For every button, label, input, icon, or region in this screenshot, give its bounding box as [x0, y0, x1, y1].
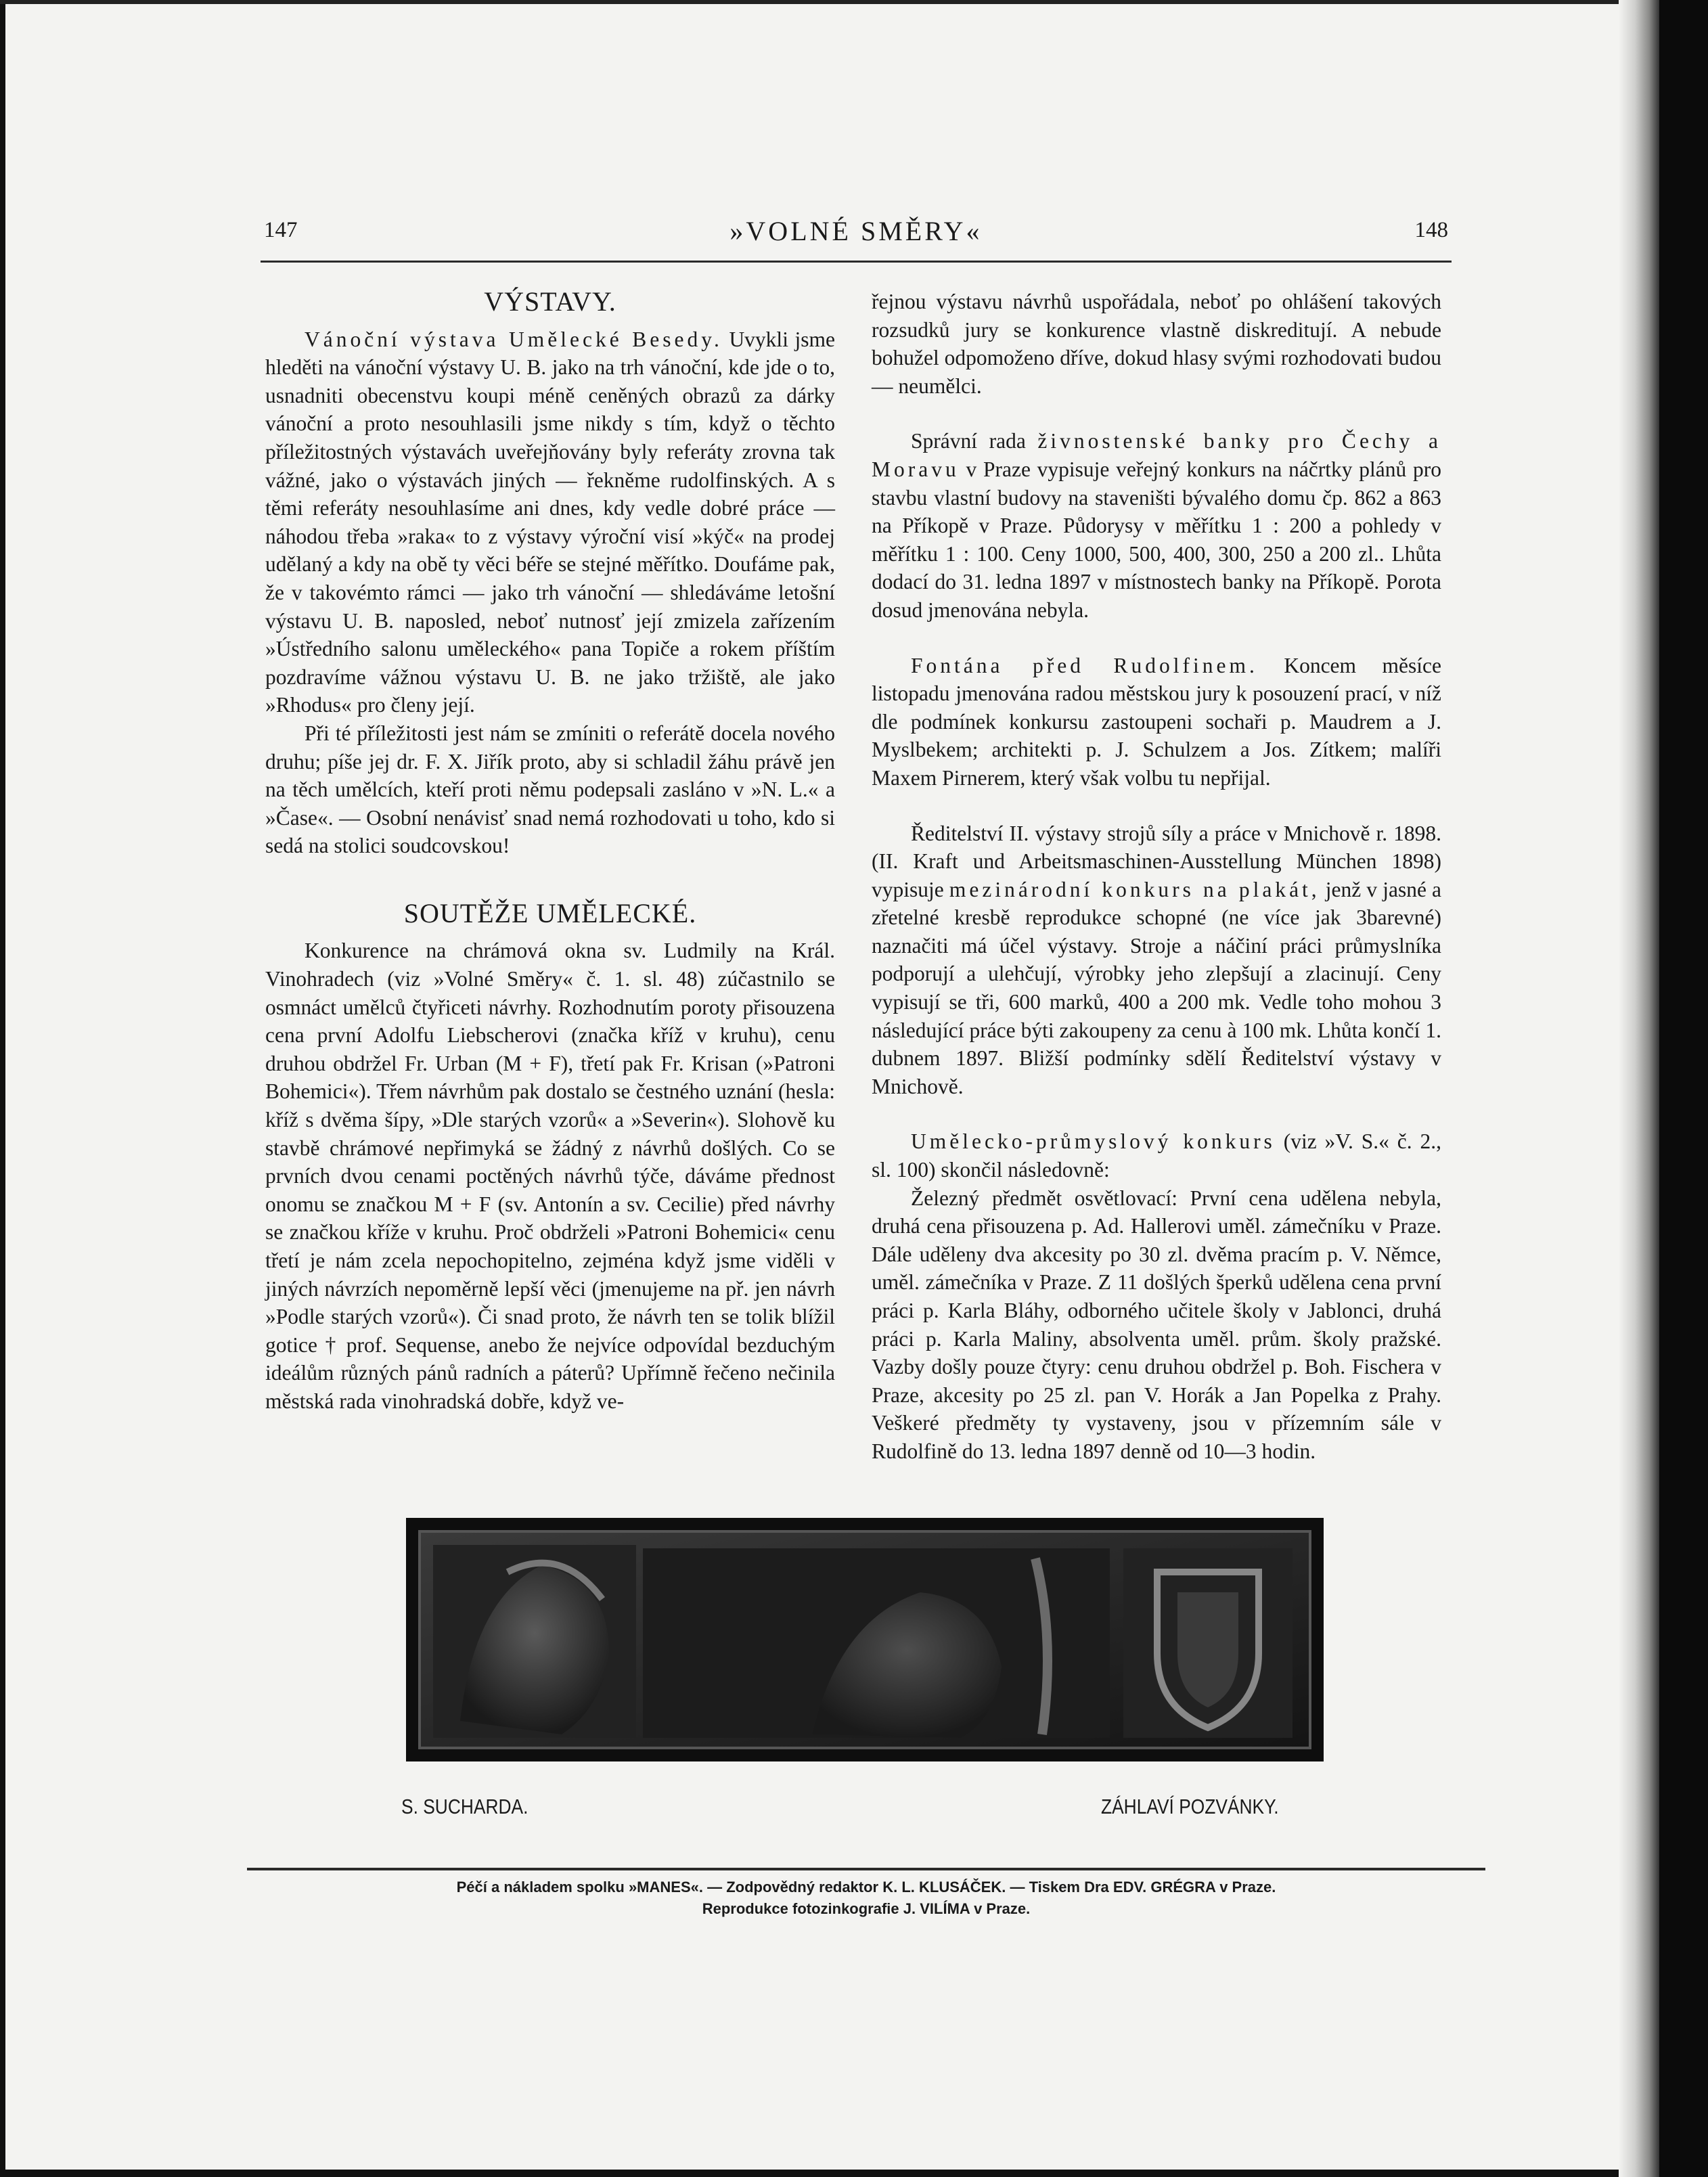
- paragraph-lead: Umělecko-průmyslový konkurs: [911, 1129, 1276, 1154]
- paragraph: [872, 288, 1441, 400]
- paragraph-text: řejnou výstavu návrhů uspořádala, neboť po ohlášení takových rozsudků jury se konkurence vlastně diskreditují. A nebude bohužel odpomoženo dříve, dokud hlasy svými rozhodovati budou — neumělci.: [872, 290, 1441, 398]
- paragraph: [265, 719, 835, 860]
- scan-border-right: [1659, 0, 1708, 2177]
- paragraph-lead: mezinárodní konkurs na plakát,: [949, 877, 1320, 901]
- paragraph-text: Konkurence na chrámová okna sv. Ludmily na Král. Vinohradech (viz »Volné Směry« č. 1. sl. 48) zúčastnilo se osmnáct umělců čtyřiceti návrhy. Rozhodnutím poroty přisouzena cena první Adolfu Liebscherovi (značka kříž v kruhu), cenu druhou obdržel Fr. Urban (M + F), třetí pak Fr. Krisan (»Patroni Bohemici«). Třem návrhům pak dostalo se čestného uznání (hesla: kříž s dvěma šípy, »Dle starých vzorů« a »Severin«). Slohově ku stavbě chrámové nepřimyká se žádný z návrhů došlých. Co se prvních dvou cenami poctěných návrhů týče, dáváme přednost onomu se značkou M + F (sv. Antonín a sv. Cecilie) před návrhy se značkou kříže v kruhu. Proč obdrželi »Patroni Bohemici« cenu třetí je nám zcela nepochopitelno, zejména když jsme viděli v jiných návrzích nepoměrně lepší věci (jmenujeme na př. jen návrh »Podle starých vzorů«). Či snad proto, že návrh ten se tolik blížil gotice † prof. Sequense, anebo že nejvíce odpovídal bezduchým ideálům různých pánů radních a páterů? Upřímně řečeno nečinila městská rada vinohradská dobře, když ve-: [265, 939, 835, 1413]
- section-heading-souteze: SOUTĚŽE UMĚLECKÉ.: [403, 897, 697, 928]
- paragraph: [265, 937, 835, 1415]
- header-rule: [261, 261, 1452, 263]
- paragraph: [872, 1127, 1441, 1184]
- imprint-line-1: Péčí a nákladem spolku »MANES«. — Zodpovědný redaktor K. L. KLUSÁČEK. — Tiskem Dra EDV. GRÉGRA v Praze.: [456, 1879, 1276, 1895]
- paragraph: [872, 820, 1441, 1101]
- paragraph-prefix: Ředitelství II. výstavy strojů síly a práce v Mnichově r. 1898. (II. Kraft und Arbeitsmaschinen-Ausstellung München 1898) vypisuje: [872, 821, 1441, 901]
- paragraph: [265, 326, 835, 719]
- footer-rule: [247, 1868, 1485, 1870]
- paragraph-text: v Praze vypisuje veřejný konkurs na náčrtky plánů pro stavbu vlastní budovy na staveništi bývalého domu čp. 862 a 863 na Příkopě v Praze. Půdorysy v měřítku 1 : 200 a pohledy v měřítku 1 : 100. Ceny 1000, 500, 400, 300, 250 a 200 zl.. Lhůta dodací do 31. ledna 1897 v místnostech banky na Příkopě. Porota dosud jmenována nebyla.: [872, 457, 1441, 622]
- paragraph: [872, 1184, 1441, 1466]
- journal-title: »VOLNÉ SMĚRY«: [729, 216, 983, 246]
- paragraph-text: jenž v jasné a zřetelné kresbě reprodukce schopné (ne více jak 3barevné) naznačiti má účel výstavy. Stroje a náčiní práci průmyslníka podporují a ulehčují, výrobky jeho zlepšují a zlacinují. Ceny vypisují se tři, 600 marků, 400 a 200 mk. Vedle toho mohou 3 následující práce býti zakoupeny za cenu à 100 mk. Lhůta končí 1. dubnem 1897. Bližší podmínky sdělí Ředitelství výstavy v Mnichově.: [872, 877, 1442, 1098]
- paragraph-prefix: Správní rada: [911, 429, 1038, 453]
- caption-artist: S. SUCHARDA.: [401, 1795, 529, 1818]
- paragraph-lead: Vánoční výstava Umělecké Besedy.: [305, 327, 723, 351]
- paragraph-text: (viz »V. S.« č. 2., sl. 100) skončil následovně:: [872, 1129, 1442, 1182]
- paragraph-text: Uvykli jsme hleděti na vánoční výstavy U. B. jako na trh vánoční, kde jde o to, usnadniti obecenstvu koupi méně ceněných obrazů za dárky vánoční a proto nesouhlasili jsme nikdy s tím, když o těchto příležitostných výstavách uveřejňovány byly referáty zrovna tak vážné, jako o výstavách jiných — řekněme rudolfinských. A s těmi referáty nesouhlasíme ani dnes, kdy vedle dobré práce — náhodou třeba »raka« to z výstavy výroční visí »kýč« na prodej udělaný a kdy na obě ty věci béře se stejné měřítko. Doufáme pak, že v takovémto rámci — jako trh vánoční — shledáváme letošní výstavu U. B. naposled, neboť nutnosť její zmizela zařízením »Ústředního salonu uměleckého« pana Topiče a rokem příštím pozdravíme vážnou výstavu U. B. ne jako tržiště, ale jako »Rhodus« pro členy její.: [265, 327, 835, 717]
- paragraph: [872, 652, 1441, 792]
- paragraph-text: Při té příležitosti jest nám se zmíniti o referátě docela nového druhu; píše jej dr. F. X. Jiřík proto, aby si schladil žáhu právě jen na těch umělcích, kteří proti němu podepsali zasláno v »N. L.« a »Čase«. — Osobní nenávisť snad nemá rozhodovati u toho, kdo si sedá na stolici soudcovskou!: [265, 721, 835, 858]
- running-header: [264, 218, 1448, 252]
- relief-illustration: [406, 1518, 1324, 1761]
- page-curl-shadow: [1619, 0, 1659, 2177]
- paragraph-text: Koncem měsíce listopadu jmenována radou městskou jury k posouzení prací, v níž dle podmínek konkursu zastoupeni sochaři p. Maudrem a J. Myslbekem; architekti p. J. Schulzem a Jos. Zítkem; malíři Maxem Pirnerem, který však volbu tu nepřijal.: [872, 653, 1441, 790]
- page-number-left: 147: [264, 218, 298, 242]
- caption-title: ZÁHLAVÍ POZVÁNKY.: [1101, 1795, 1279, 1818]
- paragraph-lead: Fontána před Rudolfinem.: [911, 653, 1258, 677]
- left-column: [265, 288, 835, 1416]
- page-number-right: 148: [1414, 218, 1448, 242]
- right-column: [872, 288, 1441, 1466]
- paragraph: [872, 427, 1441, 624]
- paragraph-text: Železný předmět osvětlovací: První cena udělena nebyla, druhá cena přisouzena p. Ad. Hallerovi uměl. zámečníku v Praze. Dále uděleny dva akcesity po 30 zl. dvěma pracím p. V. Němce, uměl. zámečníka v Praze. Z 11 došlých šperků udělena cena první práci p. Karla Bláhy, odborného učitele školy v Jablonci, druhá práci p. Karla Maliny, absolventa uměl. prům. školy pražské. Vazby došly pouze čtyry: cenu druhou obdržel p. Boh. Fischera v Praze, akcesity po 25 zl. pan V. Horák a Jan Popelka z Prahy. Veškeré předměty ty vystaveny, jsou v přízemním sále v Rudolfině do 13. ledna 1897 denně od 10—3 hodin.: [872, 1186, 1441, 1463]
- paragraph-lead: živnostenské banky pro Čechy a Moravu: [872, 429, 1441, 481]
- section-heading-vystavy: VÝSTAVY.: [484, 286, 616, 317]
- imprint-line-2: Reprodukce fotozinkografie J. VILÍMA v Praze.: [702, 1900, 1031, 1917]
